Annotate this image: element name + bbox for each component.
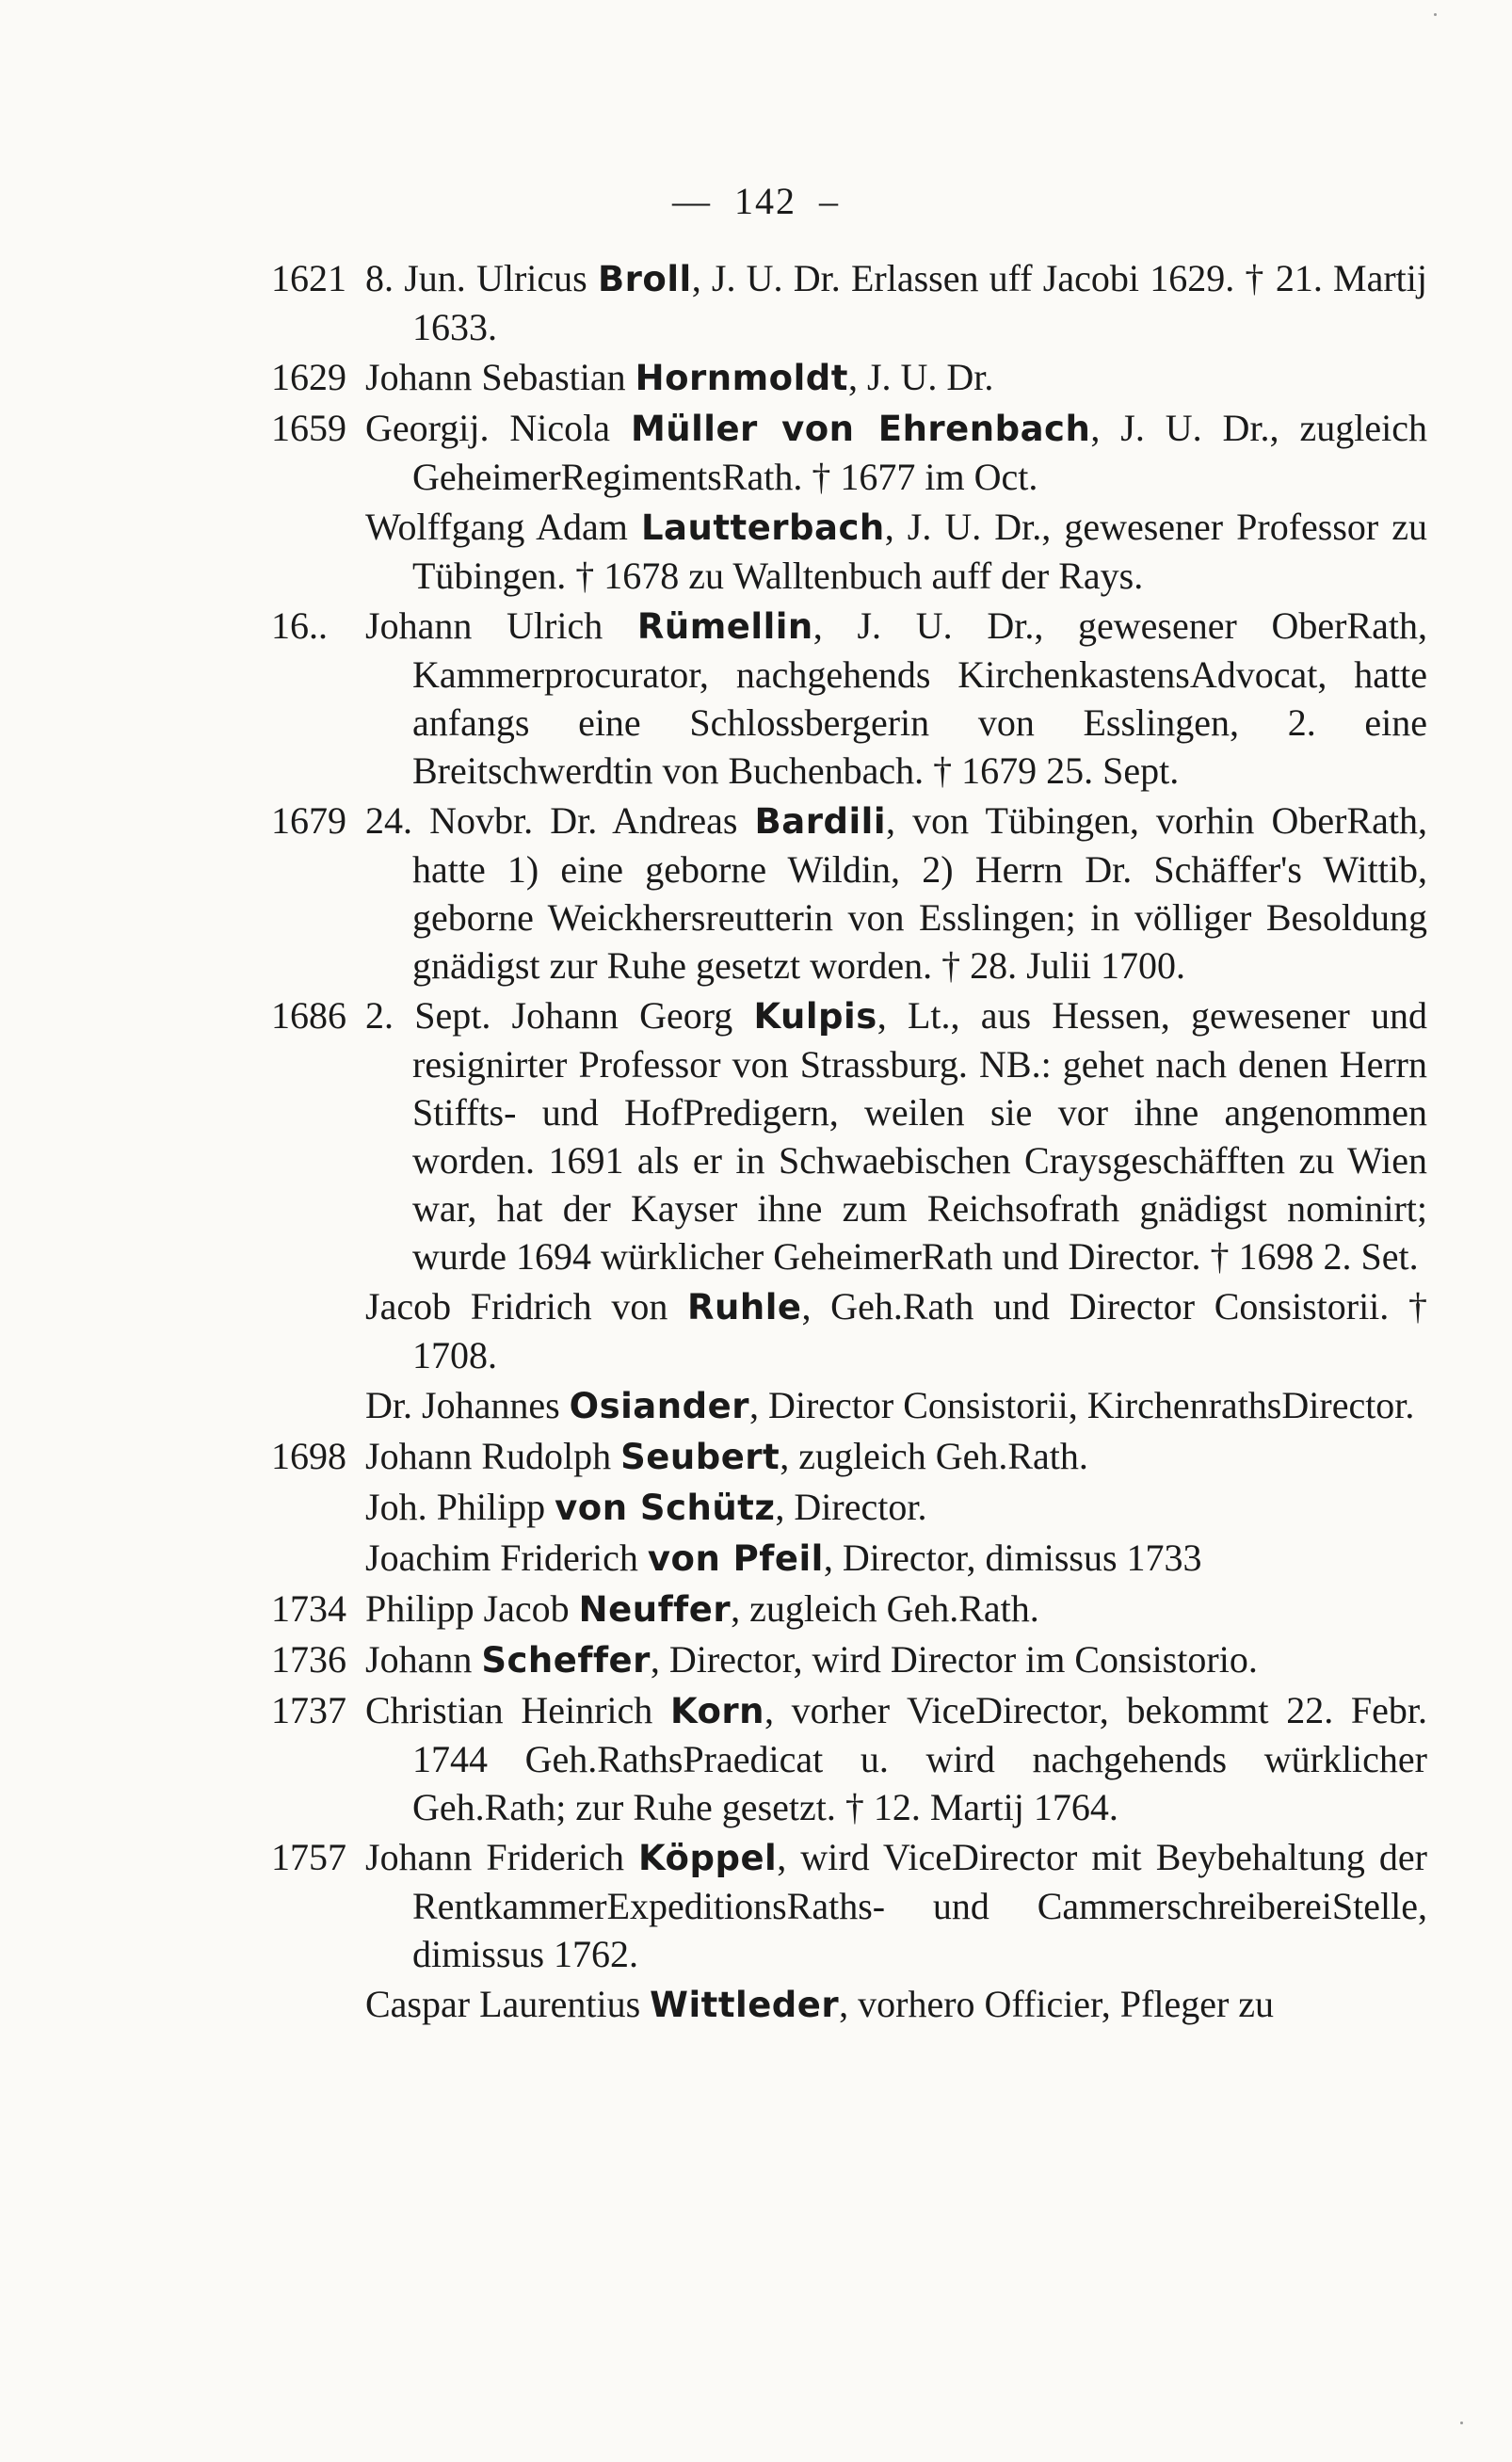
person-name: Hornmoldt bbox=[635, 358, 848, 398]
entry-post: , von Tübingen, vorhin OberRath, hatte 1) eine geborne Wildin, 2) Herrn Dr. Schäffer's Wittib, geborne Weickhersreutterin von Esslingen; in völliger Besoldung gnädigst zur Ruhe gesetzt worden. † 28. Julii 1700. bbox=[412, 799, 1427, 987]
entry-pre: Dr. Johannes bbox=[365, 1384, 570, 1426]
page-dash-left: — bbox=[672, 180, 712, 222]
entry-post: , J. U. Dr., gewesener Professor zu Tübingen. † 1678 zu Walltenbuch auff der Rays. bbox=[412, 506, 1427, 597]
entry-pre: Jacob Fridrich von bbox=[365, 1285, 688, 1328]
entry-pre: Johann bbox=[365, 1638, 482, 1681]
entry-post: , Director. bbox=[775, 1486, 927, 1528]
entry-year: 1629 bbox=[271, 356, 346, 398]
entry-pre: Caspar Laurentius bbox=[365, 1983, 651, 2025]
entry-pre: Johann Ulrich bbox=[365, 604, 637, 647]
list-item bbox=[271, 1635, 1427, 1684]
list-item bbox=[271, 1432, 1427, 1481]
person-name: Wittleder bbox=[650, 1985, 840, 2025]
list-item bbox=[271, 503, 1427, 600]
list-item bbox=[271, 797, 1427, 990]
entry-post: , J. U. Dr., gewesener OberRath, Kammerprocurator, nachgehends KirchenkastensAdvocat, hatte anfangs eine Schlossbergerin von Esslingen, 2. eine Breitschwerdtin von Buchenbach. † 1679 25. Sept. bbox=[412, 604, 1428, 792]
entry-post: , Director Consistorii, KirchenrathsDirector. bbox=[748, 1384, 1415, 1426]
entry-pre: 24. Novbr. Dr. Andreas bbox=[365, 799, 755, 842]
entry-pre: Johann Rudolph bbox=[365, 1435, 621, 1477]
page-dash-right: – bbox=[819, 180, 840, 222]
entry-year: 1734 bbox=[271, 1587, 346, 1630]
scan-speck bbox=[1434, 13, 1437, 16]
entry-text bbox=[365, 1585, 1427, 1633]
entry-post: , zugleich Geh.Rath. bbox=[731, 1587, 1039, 1630]
entry-post: , Director, dimissus 1733 bbox=[823, 1537, 1202, 1579]
list-item bbox=[271, 1381, 1427, 1430]
list-item bbox=[271, 404, 1427, 501]
entry-pre: Philipp Jacob bbox=[365, 1587, 579, 1630]
entry-text bbox=[365, 254, 1427, 351]
entry-text bbox=[365, 1980, 1427, 2029]
entry-text bbox=[365, 1381, 1427, 1430]
entry-pre: 8. Jun. Ulricus bbox=[365, 257, 598, 299]
list-item bbox=[271, 1980, 1427, 2029]
person-name: Kulpis bbox=[753, 996, 877, 1037]
entry-year: 1736 bbox=[271, 1638, 346, 1681]
person-name: von Schütz bbox=[555, 1488, 776, 1528]
list-item bbox=[271, 1585, 1427, 1633]
person-name: Osiander bbox=[569, 1386, 749, 1426]
person-name: Ruhle bbox=[687, 1287, 802, 1328]
list-item bbox=[271, 602, 1427, 795]
list-item bbox=[271, 254, 1427, 351]
entry-year: 1757 bbox=[271, 1836, 346, 1878]
entry-post: , J. U. Dr. Erlassen uff Jacobi 1629. † 21. Martij 1633. bbox=[412, 257, 1428, 348]
person-name: Köppel bbox=[638, 1838, 778, 1878]
person-name: Broll bbox=[597, 259, 692, 299]
entry-text bbox=[365, 1534, 1427, 1583]
list-item bbox=[271, 1833, 1427, 1978]
entry-post: , J. U. Dr. bbox=[847, 356, 994, 398]
entry-text bbox=[365, 503, 1427, 600]
entry-pre: Christian Heinrich bbox=[365, 1689, 670, 1731]
person-name: Korn bbox=[669, 1691, 764, 1731]
entry-year: 1698 bbox=[271, 1435, 346, 1477]
list-item bbox=[271, 991, 1427, 1280]
entry-text bbox=[365, 353, 1427, 402]
entry-list bbox=[271, 254, 1427, 2031]
entry-text bbox=[365, 1833, 1427, 1978]
page-number bbox=[0, 179, 1512, 223]
person-name: Neuffer bbox=[578, 1589, 732, 1630]
person-name: Lautterbach bbox=[640, 507, 885, 548]
person-name: Rümellin bbox=[636, 606, 813, 647]
entry-pre: Johann Friderich bbox=[365, 1836, 639, 1878]
entry-text bbox=[365, 404, 1427, 501]
entry-post: , vorher ViceDirector, bekommt 22. Febr. 1744 Geh.RathsPraedicat u. wird nachgehends würklicher Geh.Rath; zur Ruhe gesetzt. † 12. Martij 1764. bbox=[412, 1689, 1427, 1828]
person-name: Müller von Ehrenbach bbox=[630, 409, 1091, 449]
entry-text bbox=[365, 1635, 1427, 1684]
page-number-value: 142 bbox=[734, 180, 796, 222]
entry-year: 16.. bbox=[271, 604, 328, 647]
entry-post: , vorhero Officier, Pfleger zu bbox=[839, 1983, 1275, 2025]
entry-text bbox=[365, 991, 1427, 1280]
entry-text bbox=[365, 1686, 1427, 1831]
entry-pre: Johann Sebastian bbox=[365, 356, 635, 398]
person-name: von Pfeil bbox=[647, 1538, 824, 1579]
list-item bbox=[271, 1534, 1427, 1583]
scan-speck bbox=[1460, 2422, 1463, 2424]
entry-text bbox=[365, 1432, 1427, 1481]
entry-post: , Lt., aus Hessen, gewesener und resignirter Professor von Strassburg. NB.: gehet nach denen Herrn Stiffts- und HofPredigern, weilen sie vor ihne angenommen worden. 1691 als er in Schwaebischen Craysgeschäfften zu Wien war, hat der Kayser ihne zum Reichsofrath gnädigst nominirt; wurde 1694 würklicher GeheimerRath und Director. † 1698 2. Set. bbox=[412, 994, 1427, 1278]
entry-post: , J. U. Dr., zugleich GeheimerRegimentsRath. † 1677 im Oct. bbox=[412, 407, 1427, 498]
entry-pre: Wolffgang Adam bbox=[365, 506, 641, 548]
entry-year: 1686 bbox=[271, 994, 346, 1037]
entry-year: 1621 bbox=[271, 257, 346, 299]
entry-text bbox=[365, 1483, 1427, 1532]
person-name: Scheffer bbox=[481, 1640, 651, 1681]
entry-post: , Geh.Rath und Director Consistorii. † 1708. bbox=[412, 1285, 1427, 1376]
entry-pre: Joh. Philipp bbox=[365, 1486, 555, 1528]
entry-year: 1659 bbox=[271, 407, 346, 449]
entry-year: 1679 bbox=[271, 799, 346, 842]
entry-pre: Joachim Friderich bbox=[365, 1537, 648, 1579]
entry-text bbox=[365, 797, 1427, 990]
entry-post: , Director, wird Director im Consistorio. bbox=[650, 1638, 1258, 1681]
entry-text bbox=[365, 1282, 1427, 1379]
person-name: Seubert bbox=[620, 1437, 780, 1477]
entry-post: , zugleich Geh.Rath. bbox=[780, 1435, 1088, 1477]
entry-pre: 2. Sept. Johann Georg bbox=[365, 994, 754, 1037]
list-item bbox=[271, 353, 1427, 402]
entry-pre: Georgij. Nicola bbox=[365, 407, 631, 449]
list-item bbox=[271, 1282, 1427, 1379]
list-item bbox=[271, 1483, 1427, 1532]
entry-text bbox=[365, 602, 1427, 795]
person-name: Bardili bbox=[754, 801, 886, 842]
entry-post: , wird ViceDirector mit Beybehaltung der RentkammerExpeditionsRaths- und CammerschreibereiStelle, dimissus 1762. bbox=[412, 1836, 1427, 1975]
list-item bbox=[271, 1686, 1427, 1831]
entry-year: 1737 bbox=[271, 1689, 346, 1731]
